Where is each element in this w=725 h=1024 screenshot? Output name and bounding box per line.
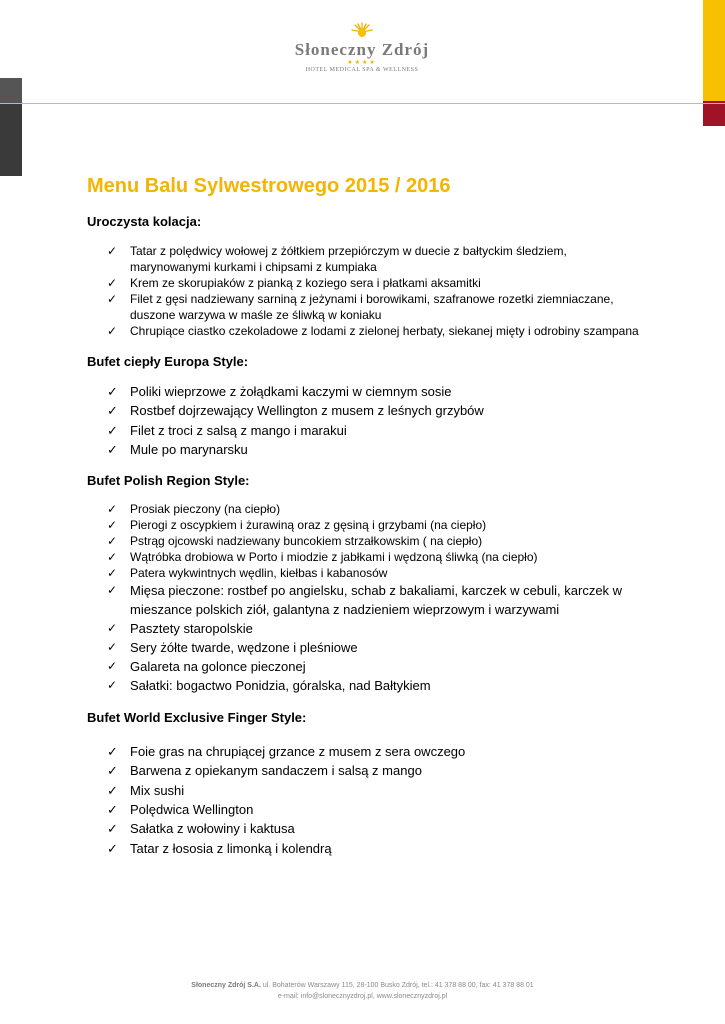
checkmark-icon: ✓ [107, 821, 118, 837]
sun-icon [349, 22, 375, 42]
checkmark-icon: ✓ [107, 640, 118, 655]
checkmark-icon: ✓ [107, 534, 118, 549]
checkmark-icon: ✓ [107, 324, 118, 338]
menu-item: ✓ Pstrąg ojcowski nadziewany buncokiem strzałkowskim ( na ciepło) [107, 534, 483, 549]
section-bufet-europa [87, 353, 647, 459]
menu-item: ✓ Sałatka z wołowiny i kaktusa [87, 819, 647, 838]
checkmark-icon: ✓ [107, 763, 118, 779]
footer-address: ul. Bohaterów Warszawy 115, 28-100 Busko Zdrój, tel.: 41 378 88 00, fax: 41 378 88 01 [262, 982, 534, 989]
checkmark-icon: ✓ [107, 403, 118, 419]
page-footer [0, 980, 725, 1002]
menu-item: ✓ Rostbef dojrzewający Wellington z musem z leśnych grzybów [87, 401, 647, 420]
section-uroczysta-kolacja [87, 213, 647, 339]
menu-item: ✓ Polędwica Wellington [87, 800, 647, 819]
checkmark-icon: ✓ [107, 840, 118, 856]
hotel-logo [262, 22, 462, 73]
menu-item: ✓ Mięsa pieczone: rostbef po angielsku, schab z bakaliami, karczek w cebuli, karczek w mieszance polskich ziół, galantyna z nadzieniem wieprzowym i warzywami [107, 583, 623, 618]
menu-item: ✓ Mix sushi [87, 781, 647, 800]
menu-item: ✓ Tatar z polędwicy wołowej z żółtkiem przepiórczym w duecie z bałtyckim śledziem, marynowanymi kurkami i chipsami z kumpiaka [107, 244, 567, 274]
menu-item: ✓ Filet z troci z salsą z mango i marakui [87, 421, 647, 440]
page-title: Menu Balu Sylwestrowego 2015 / 2016 [87, 175, 451, 197]
checkmark-icon: ✓ [107, 441, 118, 457]
checkmark-icon: ✓ [107, 276, 118, 290]
checkmark-icon: ✓ [107, 550, 118, 565]
section-heading: Bufet ciepły Europa Style: [87, 354, 249, 369]
section-bufet-polish [87, 472, 647, 695]
menu-item: ✓ Mule po marynarsku [87, 440, 647, 459]
checkmark-icon: ✓ [107, 244, 118, 258]
menu-item: ✓ Sery żółte twarde, wędzone i pleśniowe [107, 640, 358, 656]
menu-item: ✓ Foie gras na chrupiącej grzance z musem z sera owczego [87, 742, 647, 761]
left-decor-bar [0, 78, 22, 176]
footer-contact: e-mail: info@slonecznyzdroj.pl, www.slonecznyzdroj.pl [277, 993, 448, 1000]
section-heading: Bufet World Exclusive Finger Style: [87, 710, 307, 726]
footer-address-line [0, 980, 725, 991]
menu-item: ✓ Krem ze skorupiaków z pianką z koziego sera i płatkami aksamitki [107, 276, 481, 290]
footer-company: Słoneczny Zdrój S.A. [191, 982, 261, 989]
checkmark-icon: ✓ [107, 384, 118, 399]
checkmark-icon: ✓ [107, 802, 118, 818]
menu-item: ✓ Prosiak pieczony (na ciepło) [107, 502, 281, 517]
checkmark-icon: ✓ [107, 782, 118, 798]
section-heading: Bufet Polish Region Style: [87, 473, 250, 489]
checkmark-icon: ✓ [107, 678, 118, 693]
menu-item: ✓ Poliki wieprzowe z żołądkami kaczymi w ciemnym sosie [87, 382, 647, 401]
section-bufet-world [87, 709, 647, 858]
menu-item: ✓ Filet z gęsi nadziewany sarniną z jeżynami i borowikami, szafranowe rozetki ziemniaczane, duszone warzywa w maśle ze śliwką w koniaku [107, 292, 614, 322]
checkmark-icon: ✓ [107, 744, 118, 760]
checkmark-icon: ✓ [107, 502, 118, 517]
checkmark-icon: ✓ [107, 659, 118, 674]
header-rule [0, 103, 725, 104]
menu-content [87, 173, 647, 858]
stars-rating: ★★★★ [347, 60, 377, 66]
checkmark-icon: ✓ [107, 566, 118, 581]
menu-item: ✓ Pasztety staropolskie [107, 621, 253, 637]
checkmark-icon: ✓ [107, 583, 118, 598]
menu-list [87, 243, 647, 339]
brand-tagline: HOTEL MEDICAL SPA & WELLNESS [305, 67, 419, 73]
brand-name: Słoneczny Zdrój [294, 40, 430, 59]
menu-item: ✓ Pierogi z oscypkiem i żurawiną oraz z gęsiną i grzybami (na ciepło) [107, 518, 487, 533]
checkmark-icon: ✓ [107, 518, 118, 533]
menu-list [87, 382, 647, 459]
menu-list [87, 742, 647, 858]
menu-item: ✓ Barwena z opiekanym sandaczem i salsą z mango [87, 761, 647, 780]
checkmark-icon: ✓ [107, 292, 118, 306]
menu-item: ✓ Wątróbka drobiowa w Porto i miodzie z jabłkami i wędzoną śliwką (na ciepło) [107, 550, 538, 565]
menu-item: ✓ Galareta na golonce pieczonej [107, 659, 306, 675]
menu-item: ✓ Sałatki: bogactwo Ponidzia, góralska, nad Bałtykiem [107, 678, 431, 694]
menu-item: ✓ Tatar z łososia z limonką i kolendrą [87, 839, 647, 858]
menu-item: ✓ Chrupiące ciastko czekoladowe z lodami z zielonej herbaty, siekanej mięty i odrobiny szampana [107, 324, 639, 338]
section-heading: Uroczysta kolacja: [87, 214, 202, 229]
checkmark-icon: ✓ [107, 621, 118, 636]
checkmark-icon: ✓ [107, 422, 118, 438]
menu-list [87, 501, 647, 695]
right-decor-bar [703, 0, 725, 126]
menu-item: ✓ Patera wykwintnych wędlin, kiełbas i kabanosów [107, 566, 388, 581]
